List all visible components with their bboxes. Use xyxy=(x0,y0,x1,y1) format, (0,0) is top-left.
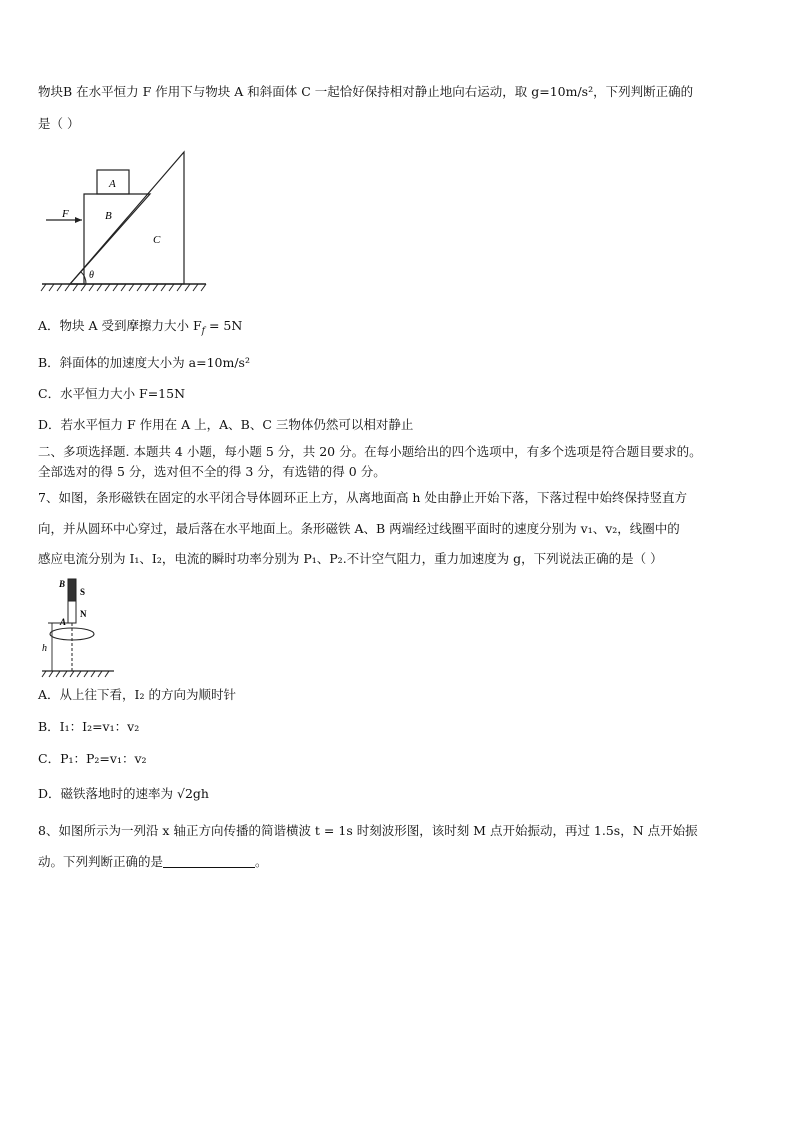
option-b: B．I₁：I₂=v₁：v₂ xyxy=(38,719,140,734)
option-b: B．斜面体的加速度大小为 a=10m/s² xyxy=(38,355,250,370)
section-heading: 二、多项选择题. 本题共 4 小题，每小题 5 分，共 20 分。在每小题给出的四个选项中，有多个选项是符合题目要求的。 xyxy=(38,444,702,459)
ground-hatching xyxy=(41,284,206,291)
option-c: C．P₁：P₂=v₁：v₂ xyxy=(38,751,147,766)
label-s: S xyxy=(80,587,86,597)
answer-blank[interactable] xyxy=(163,855,255,868)
magnet-south xyxy=(68,579,76,601)
magnet-north xyxy=(68,601,76,623)
label-b: B xyxy=(59,579,66,589)
ground-hatching xyxy=(42,671,109,677)
option-c: C．水平恒力大小 F=15N xyxy=(38,386,186,401)
option-a-subscript: f xyxy=(201,326,205,337)
incline-c xyxy=(70,152,184,284)
label-c: C xyxy=(153,234,161,246)
option-d: D．磁铁落地时的速率为 √2gh xyxy=(38,786,209,801)
section-heading: 全部选对的得 5 分，选对但不全的得 3 分，有选错的得 0 分。 xyxy=(38,464,386,479)
label-n: N xyxy=(80,609,87,619)
option-a-text: A．物块 A 受到摩擦力大小 F xyxy=(38,318,202,333)
q7-text-line: 向，并从圆环中心穿过，最后落在水平地面上。条形磁铁 A、B 两端经过线圈平面时的速度分别为 v₁、v₂，线圈中的 xyxy=(38,521,680,536)
force-arrowhead xyxy=(75,217,82,223)
q8-period: 。 xyxy=(255,854,268,869)
option-a: A．从上往下看，I₂ 的方向为顺时针 xyxy=(38,687,236,702)
question-text-line: 是（ ） xyxy=(38,116,80,131)
q7-text-line: 7、如图，条形磁铁在固定的水平闭合导体圆环正上方，从离地面高 h 处由静止开始下落，下落过程中始终保持竖直方 xyxy=(38,490,687,505)
label-f: F xyxy=(62,208,69,220)
incline-block-figure xyxy=(38,148,208,296)
label-b: B xyxy=(105,210,112,222)
option-a xyxy=(38,318,242,340)
q8-text-line xyxy=(38,854,268,870)
question-text-line: 物块B 在水平恒力 F 作用下与物块 A 和斜面体 C 一起恰好保持相对静止地向右运动，取 g=10m/s²，下列判断正确的 xyxy=(38,84,694,99)
option-d: D．若水平恒力 F 作用在 A 上，A、B、C 三物体仍然可以相对静止 xyxy=(38,417,414,432)
q7-text-line: 感应电流分别为 I₁、I₂，电流的瞬时功率分别为 P₁、P₂.不计空气阻力，重力加速度为 g，下列说法正确的是（ ） xyxy=(38,551,663,566)
label-a: A xyxy=(60,617,67,627)
q8-text-line: 8、如图所示为一列沿 x 轴正方向传播的简谐横波 t = 1s 时刻波形图，该时刻 M 点开始振动，再过 1.5s，N 点开始振 xyxy=(38,823,698,838)
label-theta: θ xyxy=(89,270,94,281)
q8-text: 动。下列判断正确的是 xyxy=(38,854,164,869)
label-h: h xyxy=(42,643,47,654)
option-a-tail: = 5N xyxy=(205,318,243,333)
magnet-ring-figure xyxy=(38,575,118,679)
label-a: A xyxy=(109,178,116,190)
